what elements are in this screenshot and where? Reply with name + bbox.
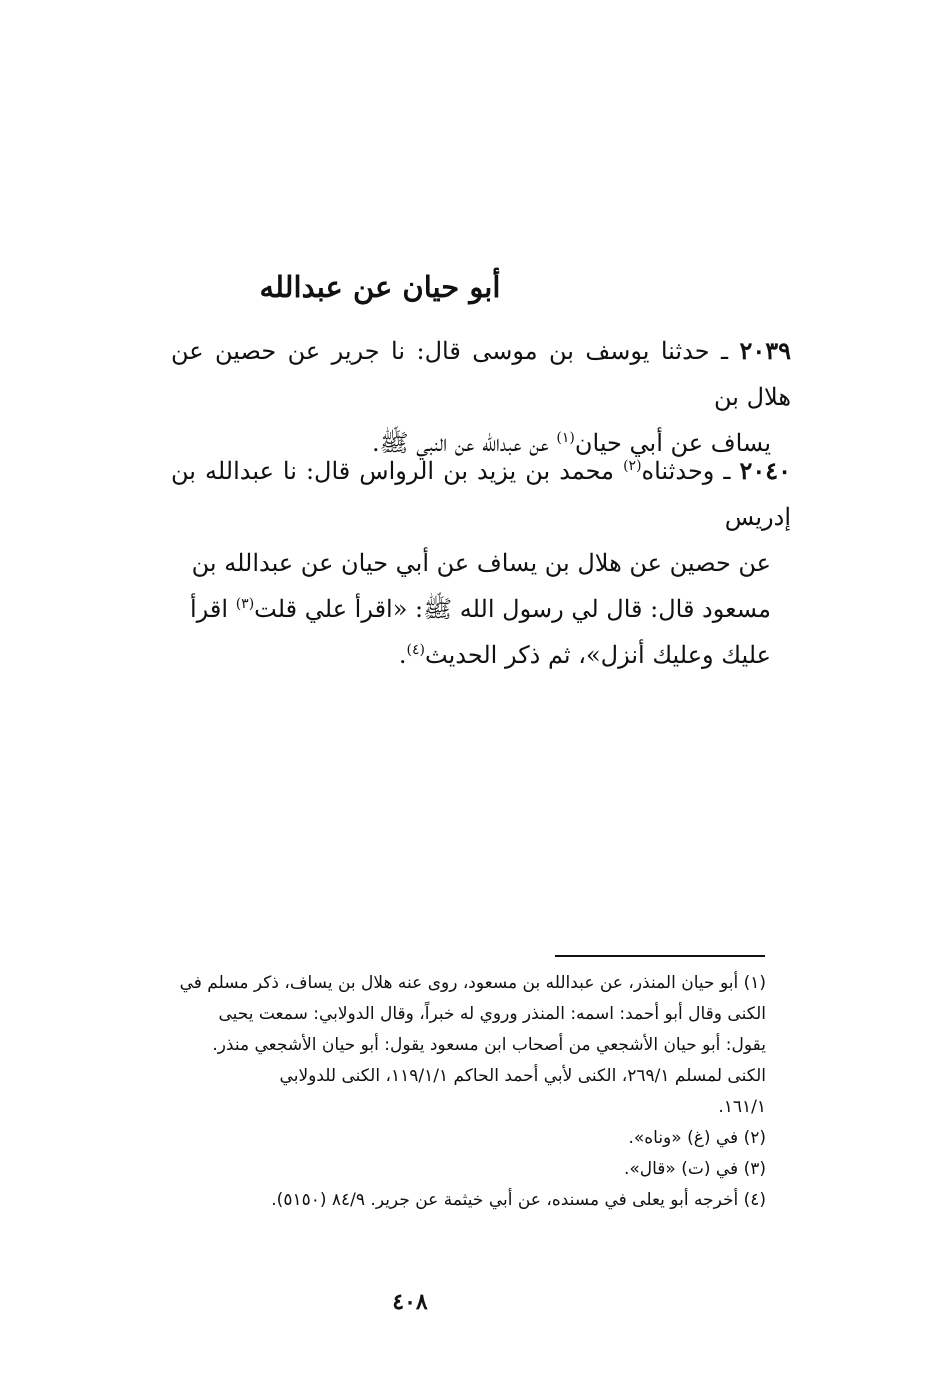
hadith-text: عن حصين عن هلال بن يساف عن أبي حيان عن عبدالله بن	[191, 549, 771, 577]
footnote-4: (٤) أخرجه أبو يعلى في مسنده، عن أبي خيثمة عن جرير. ٨٤/٩ (٥١٥٠).	[271, 1190, 766, 1210]
hadith-number: ٢٠٤٠	[739, 456, 792, 485]
footnote-1-line: (١) أبو حيان المنذر، عن عبدالله بن مسعود، روى عنه هلال بن يساف، ذكر مسلم في	[179, 973, 766, 993]
hadith-line	[171, 632, 771, 678]
hadith-text: اقرأ	[190, 595, 236, 623]
footnote-1-line: الكنى وقال أبو أحمد: اسمه: المنذر وروي له خبراً، وقال الدولابي: سمعت يحيى	[218, 1004, 766, 1024]
hadith-line	[171, 448, 791, 540]
hadith-2040	[171, 448, 792, 678]
footnote-3: (٣) في (ت) «قال».	[623, 1159, 766, 1179]
footnotes	[66, 968, 766, 1216]
page-number: ٤٠٨	[392, 1289, 428, 1315]
footnote-1-line: الكنى لمسلم ٢٦٩/١، الكنى لأبي أحمد الحاكم ١١٩/١/١، الكنى للدولابي	[279, 1066, 766, 1086]
footnote-1-line: ١٦١/١.	[718, 1097, 766, 1117]
hadith-text: عن عبدالله عن النبي ﷺ.	[371, 429, 557, 457]
hadith-text: ـ حدثنا يوسف بن موسى قال: نا جرير عن حصين عن هلال بن	[171, 337, 791, 411]
footnote-ref: (٣)	[235, 596, 255, 612]
footnote-separator	[555, 955, 765, 957]
footnote-2: (٢) في (غ) «وناه».	[628, 1128, 766, 1148]
footnote-ref: (٤)	[406, 642, 426, 658]
hadith-text: يساف عن أبي حيان	[574, 429, 771, 457]
hadith-text: .	[398, 641, 407, 669]
hadith-line	[171, 540, 771, 586]
hadith-text: محمد بن يزيد بن الرواس قال: نا عبدالله بن إدريس	[171, 457, 791, 531]
section-title: أبو حيان عن عبدالله	[259, 270, 501, 304]
footnote-ref: (٢)	[623, 458, 642, 474]
footnote-1-line: يقول: أبو حيان الأشجعي من أصحاب ابن مسعود يقول: أبو حيان الأشجعي منذر.	[212, 1035, 766, 1055]
hadith-text: ـ وحدثناه	[641, 457, 731, 485]
hadith-text: مسعود قال: قال لي رسول الله ﷺ: «اقرأ علي قلت	[254, 595, 771, 623]
hadith-2039	[171, 328, 791, 466]
hadith-text: عليك وعليك أنزل»، ثم ذكر الحديث	[425, 641, 771, 669]
hadith-line	[171, 586, 771, 632]
footnote-ref: (١)	[556, 430, 575, 446]
hadith-number: ٢٠٣٩	[739, 336, 791, 365]
hadith-line	[171, 328, 791, 420]
